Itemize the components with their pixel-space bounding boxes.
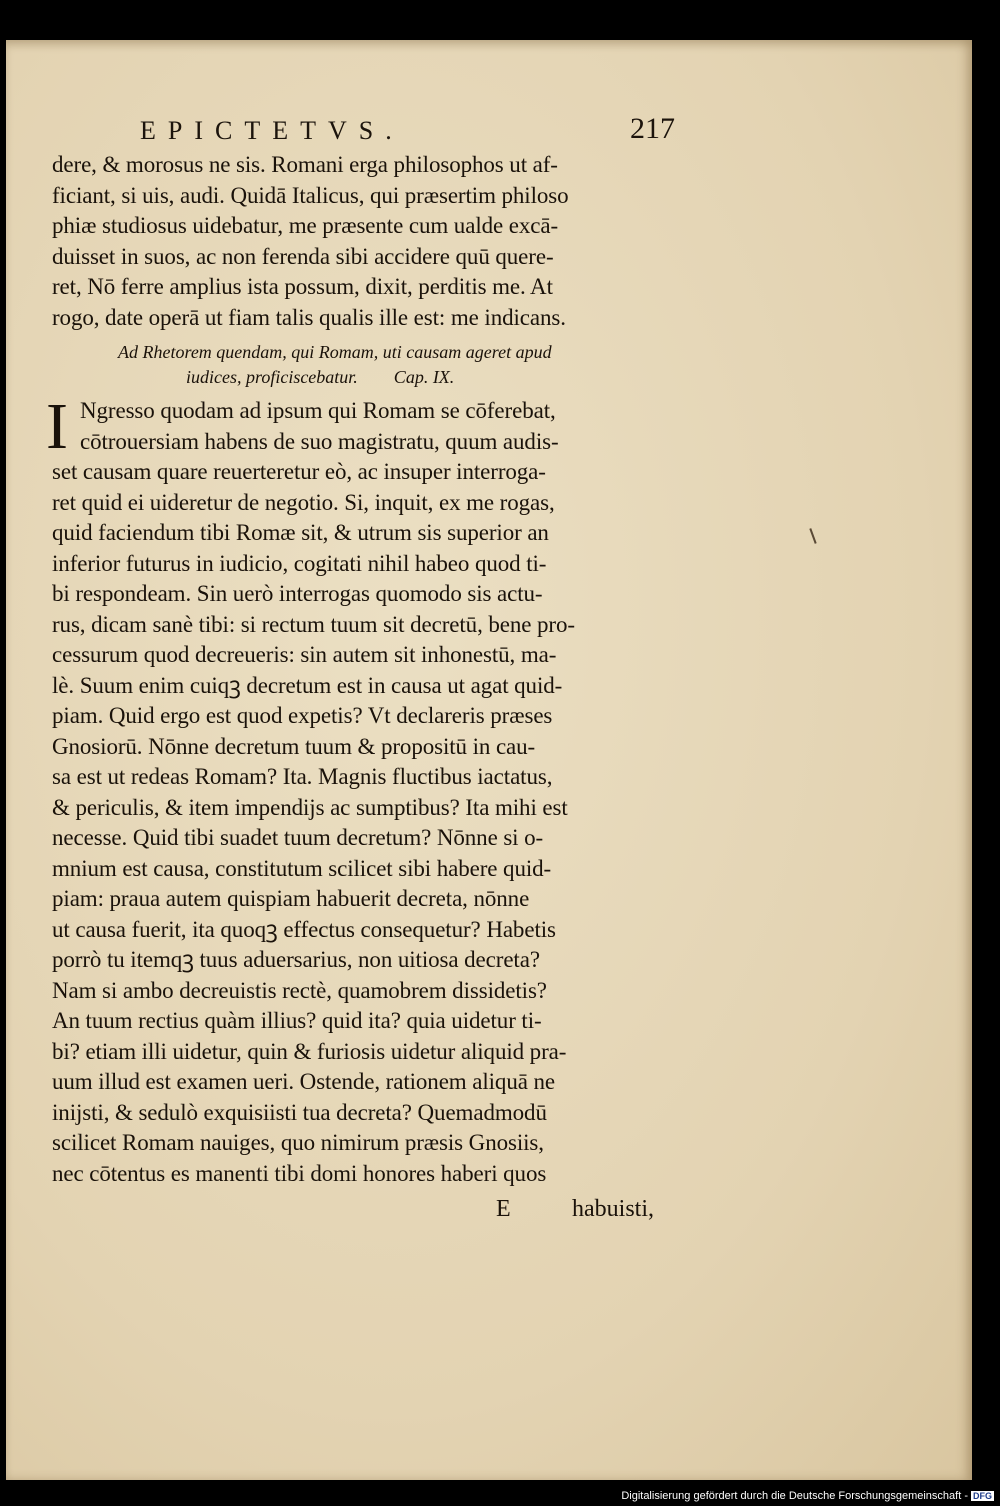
text-line: Ngresso quodam ad ipsum qui Romam se cōferebat, (80, 398, 556, 423)
text-line: dere, & morosus ne sis. Romani erga philosophos ut af- (52, 152, 558, 177)
text-line: rus, dicam sanè tibi: si rectum tuum sit decretū, bene pro- (52, 611, 575, 637)
text-line: cessurum quod decreueris: sin autem sit inhonestū, ma- (52, 642, 557, 667)
drop-cap: I (46, 390, 68, 463)
text-line: ret quid ei uideretur de negotio. Si, inquit, ex me rogas, (52, 489, 555, 515)
text-line: phiæ studiosus uidebatur, me præsente cum ualde excā- (52, 213, 559, 238)
text-line: Gnosiorū. Nōnne decretum tuum & propositū in cau- (52, 733, 536, 759)
text-line: inferior futurus in iudicio, cogitati nihil habeo quod ti- (52, 550, 547, 576)
text-line: & periculis, & item impendijs ac sumptibus? Ita mihi est (52, 794, 568, 820)
text-line: lè. Suum enim cuiqꝫ decretum est in causa ut agat quid- (52, 672, 563, 698)
text-line: bi respondeam. Sin uerò interrogas quomodo sis actu- (52, 581, 543, 606)
signature-mark: E (496, 1196, 511, 1222)
text-line: sa est ut redeas Romam? Ita. Magnis fluctibus iactatus, (52, 764, 553, 789)
text-line: nec cōtentus es manenti tibi domi honores haberi quos (52, 1160, 547, 1186)
chapter-heading-2: iudices, proficiscebatur. Cap. IX. (186, 367, 455, 387)
top-paragraph (52, 150, 692, 333)
text-line: ret, Nō ferre amplius ista possum, dixit, perditis me. At (52, 274, 553, 299)
text-line: An tuum rectius quàm illius? quid ita? quia uidetur ti- (52, 1008, 542, 1033)
text-line: piam. Quid ergo est quod expetis? Vt declareris præses (52, 703, 553, 728)
text-line: duisset in suos, ac non ferenda sibi accidere quū quere- (52, 243, 554, 269)
page-number: 217 (630, 112, 675, 145)
chapter-heading: Ad Rhetorem quendam, qui Romam, uti causam ageret apud (118, 342, 552, 362)
catchword: habuisti, (572, 1196, 654, 1222)
text-line: inijsti, & sedulò exquisiisti tua decreta? Quemadmodū (52, 1099, 547, 1125)
text-line: mnium est causa, constitutum scilicet sibi habere quid- (52, 855, 552, 881)
chapter-body (52, 396, 692, 1189)
digitization-footer (621, 1490, 994, 1502)
text-line: ut causa fuerit, ita quoqꝫ effectus consequetur? Habetis (52, 916, 556, 942)
text-line: rogo, date operā ut fiam talis qualis ille est: me indicans. (52, 304, 566, 330)
text-line: set causam quare reuerteretur eò, ac insuper interroga- (52, 459, 546, 484)
text-line: scilicet Romam nauiges, quo nimirum præsis Gnosiis, (52, 1130, 544, 1155)
running-head: EPICTETVS. (140, 116, 404, 145)
dfg-logo: DFG (973, 1491, 992, 1501)
text-line: bi? etiam illi uidetur, quin & furiosis uidetur aliquid pra- (52, 1038, 567, 1064)
text-line: Nam si ambo decreuistis rectè, quamobrem dissidetis? (52, 977, 547, 1003)
text-line: ficiant, si uis, audi. Quidā Italicus, qui præsertim philoso (52, 182, 569, 208)
text-line: cōtrouersiam habens de suo magistratu, quum audis- (80, 428, 559, 454)
text-line: porrò tu itemqꝫ tuus aduersarius, non uitiosa decreta? (52, 947, 540, 972)
text-line: uum illud est examen ueri. Ostende, rationem aliquā ne (52, 1069, 556, 1094)
footer-text: Digitalisierung gefördert durch die Deutsche Forschungsgemeinschaft - (621, 1490, 968, 1502)
text-line: piam: praua autem quispiam habuerit decreta, nōnne (52, 886, 530, 911)
text-line: quid faciendum tibi Romæ sit, & utrum sis superior an (52, 520, 549, 545)
text-line: necesse. Quid tibi suadet tuum decretum? Nōnne si o- (52, 825, 544, 850)
